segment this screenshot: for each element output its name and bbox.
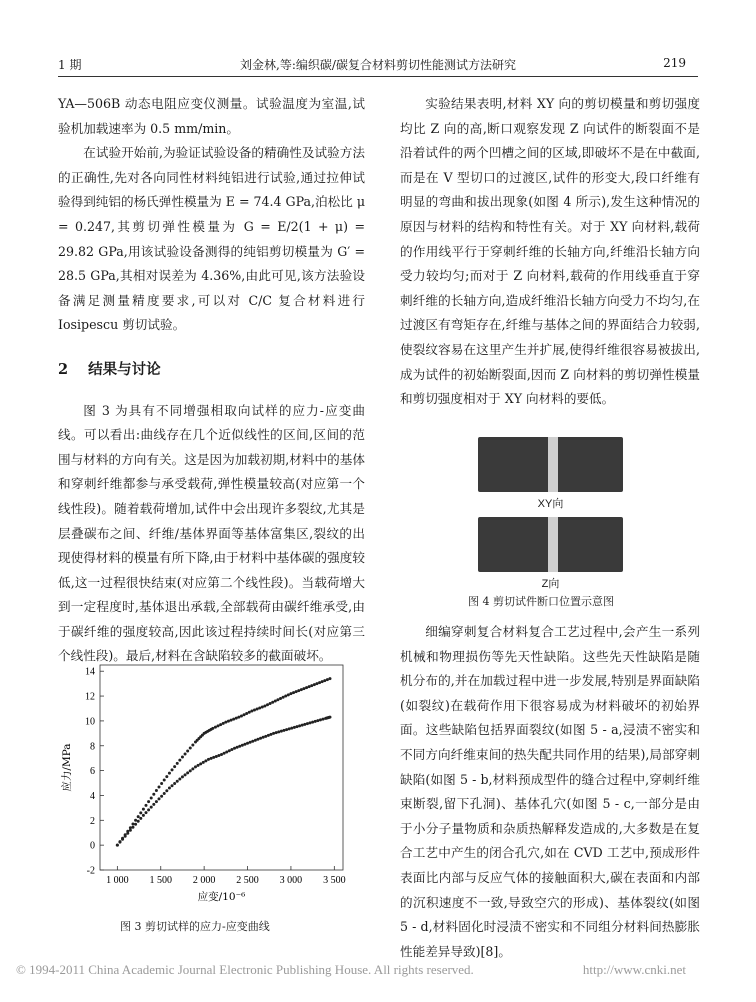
series-1-point xyxy=(250,709,253,712)
photo-label-z: Z向 xyxy=(541,578,560,590)
series-2-point xyxy=(301,724,304,727)
y-tick-label: 4 xyxy=(90,790,95,802)
series-2-point xyxy=(243,743,246,746)
specimen-photo-z xyxy=(478,517,623,572)
series-2-point xyxy=(116,844,119,847)
x-tick-label: 2 500 xyxy=(236,875,259,886)
series-1-point xyxy=(279,697,282,700)
series-2-point xyxy=(137,820,140,823)
figure4-photos xyxy=(478,437,623,597)
paragraph: 细编穿刺复合材料复合工艺过程中,会产生一系列机械和物理损伤等先天性缺陷。这些先天性缺陷是随机分布的,并在加载过程中进一步发展,特别是界面缺陷(如裂纹)在载荷作用下很容易成为材料破坏的初始界面。这些缺陷包括界面裂纹(如图 5 - a,浸渍不密实和不同方向纤维束间的热失配共同作用的结果),局部穿刺缺陷(如图 5 - b,材料预成型件的缝合过程中,穿刺纤维束断裂,留下孔洞)、基体孔穴(如图 5 - c,一部分是由于小分子量物质和杂质热解释发造成的,大多数是在复合工艺中产生的闭合孔穴,如在 CVD 工艺中,预成形件表面比内部与反应气体的接触面积大,碳在表面和内部的沉积速度不一致,导致空穴的形成)、基体裂纹(如图 5 - d,材料固化时浸渍不密实和不同组分材料间热膨胀性能差异导致)[8]。 xyxy=(400,624,700,959)
series-2-point xyxy=(118,841,121,844)
series-1-point xyxy=(305,686,308,689)
series-1-point xyxy=(274,700,277,703)
series-1-point xyxy=(168,772,171,775)
series-2-point xyxy=(303,723,306,726)
series-1-point xyxy=(269,702,272,705)
series-1-point xyxy=(150,796,153,799)
series-2-point xyxy=(228,749,231,752)
paragraph: 实验结果表明,材料 XY 向的剪切模量和剪切强度均比 Z 向的高,断口观察发现 Z 向试件的断裂面不是沿着试件的两个凹槽之间的区域,即破坏不是在中截面,而是在 V 型切口的过渡区,试件的形变大,段口纤维有明显的弯曲和拔出现象(如图 4 所示),发生这种情况的原因与材料的结构和特性有关。对于 XY 向材料,载荷的作用线平行于穿刺纤维的长轴方向,纤维沿长轴方向受力较均匀;而对于 Z 向材料,载荷的作用线垂直于穿刺纤维的长轴方向,造成纤维沿长轴方向受力不均匀,在过渡区有弯矩存在,纤维与基体之间的界面结合力较弱,使裂纹容易在这里产生并扩展,使得纤维很容易被拔出,成为试件的初始断裂面,因而 Z 向材料的剪切弹性模量和剪切强度相对于 XY 向材料的要低。 xyxy=(400,96,700,407)
series-1-point xyxy=(261,705,264,708)
series-1-point xyxy=(308,685,311,688)
series-2-point xyxy=(121,838,124,841)
x-tick-label: 3 500 xyxy=(323,875,346,886)
series-2-point xyxy=(319,718,322,721)
series-1-point xyxy=(139,811,142,814)
y-tick-label: 2 xyxy=(90,815,95,827)
figure3-caption: 图 3 剪切试样的应力-应变曲线 xyxy=(120,920,270,933)
series-2-point xyxy=(165,789,168,792)
series-1-point xyxy=(318,681,321,684)
series-1-point xyxy=(287,693,290,696)
series-1-point xyxy=(315,682,318,685)
series-2-point xyxy=(311,721,314,724)
series-2-point xyxy=(171,784,174,787)
x-tick-label: 1 000 xyxy=(106,875,129,886)
series-1-point xyxy=(214,726,217,729)
series-1-point xyxy=(326,678,329,681)
series-1-point xyxy=(217,724,220,727)
copyright-footer: © 1994-2011 China Academic Journal Electronic Publishing House. All rights reserved. xyxy=(16,962,474,977)
series-2-point xyxy=(197,764,200,767)
series-2-point xyxy=(181,775,184,778)
series-1-point xyxy=(235,717,238,720)
series-1-point xyxy=(321,680,324,683)
series-1-point xyxy=(248,711,251,714)
series-2-point xyxy=(290,727,293,730)
series-1-point xyxy=(253,708,256,711)
series-1-point xyxy=(295,690,298,693)
series-2-point xyxy=(306,722,309,725)
section-title: 结果与讨论 xyxy=(88,360,161,378)
y-tick-label: 8 xyxy=(90,741,95,753)
x-axis-label: 应变/10⁻⁶ xyxy=(197,891,246,903)
series-2-point xyxy=(189,769,192,772)
series-1-point xyxy=(258,706,261,709)
series-2-point xyxy=(285,728,288,731)
series-1-point xyxy=(173,765,176,768)
y-tick-label: 6 xyxy=(90,766,95,778)
series-2-point xyxy=(246,742,249,745)
series-1-point xyxy=(282,696,285,699)
series-2-point xyxy=(223,752,226,755)
series-2-point xyxy=(131,826,134,829)
series-2-point xyxy=(309,721,312,724)
series-1-point xyxy=(284,695,287,698)
paragraph: YA—506B 动态电阻应变仪测量。试验温度为室温,试验机加载速率为 0.5 mm/min。 xyxy=(58,96,365,136)
series-2-point xyxy=(233,747,236,750)
section-heading xyxy=(58,358,365,383)
series-2-point xyxy=(144,811,147,814)
series-1-point xyxy=(292,691,295,694)
series-2-point xyxy=(199,762,202,765)
series-2-point xyxy=(139,817,142,820)
y-tick-label: 14 xyxy=(85,666,95,678)
series-2-point xyxy=(269,733,272,736)
running-title: 刘金林,等:编织碳/碳复合材料剪切性能测试方法研究 xyxy=(240,58,516,72)
header-rule xyxy=(58,76,698,77)
series-1-point xyxy=(160,782,163,785)
series-2-point xyxy=(184,773,187,776)
series-1-point xyxy=(263,705,266,708)
series-1-point xyxy=(232,718,235,721)
series-2-point xyxy=(186,771,189,774)
series-1-point xyxy=(158,786,161,789)
series-1-point xyxy=(323,679,326,682)
series-1-point xyxy=(266,703,269,706)
series-1-point xyxy=(302,687,305,690)
series-1-point xyxy=(227,720,230,723)
x-tick-label: 1 500 xyxy=(149,875,172,886)
series-2-point xyxy=(202,761,205,764)
photo-label-xy: XY向 xyxy=(537,498,564,510)
series-2-point xyxy=(241,744,244,747)
series-2-point xyxy=(272,732,275,735)
y-axis-label: 应力/MPa xyxy=(61,743,73,792)
series-2-point xyxy=(322,718,325,721)
series-1-point xyxy=(134,819,137,822)
y-tick-label: 10 xyxy=(85,716,95,728)
series-1-point xyxy=(137,815,140,818)
paragraph: 图 3 为具有不同增强相取向试样的应力-应变曲线。可以看出:曲线存在几个近似线性的区间,区间的范围与材料的方向有关。这是因为加载初期,材料中的基体和穿刺纤维都参与承受载荷,弹性模量较高(对应第一个线性段)。随着载荷增加,试件中会出现许多裂纹,尤其是层叠碳布之间、纤维/基体界面等基体富集区,裂纹的出现使得材料的模量有所下降,由于材料中基体碳的强度较低,这一过程很快结束(对应第二个线性段)。当载荷增大到一定程度时,基体退出承载,全部载荷由碳纤维承受,由于碳纤维的强度较高,因此该过程持续时间长(对应第三个线性段)。最后,材料在含缺陷较多的截面破坏。 xyxy=(58,402,365,664)
series-1-point xyxy=(171,768,174,771)
series-1-point xyxy=(276,698,279,701)
series-2-point xyxy=(316,719,319,722)
paragraph: 在试验开始前,为验证试验设备的精确性及试验方法的正确性,先对各向同性材料纯铝进行试验,通过拉伸试验得到纯铝的杨氏弹性模量为 E = 74.4 GPa,泊松比 μ = 0.247,其剪切弹性模量为 G = E/2(1 + μ) = 29.82 GPa,用该试验设备测得的纯铝剪切模量为 G′ = 28.5 GPa,其相对误差为 4.36%,由此可见,该方法验设备满足测量精度要求,可以对 C/C 复合材料进行 Iosipescu 剪切试验。 xyxy=(58,145,365,333)
series-1-point xyxy=(230,719,233,722)
series-1-point xyxy=(224,721,227,724)
plot-frame xyxy=(100,665,343,870)
left-column xyxy=(58,92,365,669)
series-2-point xyxy=(142,814,145,817)
series-2-point xyxy=(267,734,270,737)
series-2-point xyxy=(124,835,127,838)
series-2-point xyxy=(220,753,223,756)
figure4-caption: 图 4 剪切试件断口位置示意图 xyxy=(468,595,614,608)
series-2-point xyxy=(168,787,171,790)
series-2-point xyxy=(225,750,228,753)
series-1-point xyxy=(181,755,184,758)
x-tick-label: 2 000 xyxy=(192,875,216,886)
series-2-point xyxy=(160,795,163,798)
series-2-point xyxy=(280,730,283,733)
stress-strain-chart xyxy=(58,655,358,905)
section-number: 2 xyxy=(58,360,69,378)
series-1-point xyxy=(271,701,274,704)
series-2-point xyxy=(238,745,241,748)
right-column-lower xyxy=(400,620,700,964)
series-2-point xyxy=(204,759,207,762)
series-1-point xyxy=(297,689,300,692)
series-1-point xyxy=(300,688,303,691)
series-1-point xyxy=(289,692,292,695)
series-2-point xyxy=(328,716,331,719)
series-2-point xyxy=(298,724,301,727)
footer-url: http://www.cnki.net xyxy=(582,962,686,977)
series-1-point xyxy=(240,714,243,717)
series-2-point xyxy=(155,800,158,803)
series-1-point xyxy=(243,713,246,716)
series-1-point xyxy=(313,683,316,686)
series-2-point xyxy=(293,726,296,729)
series-2-point xyxy=(296,725,299,728)
series-2-point xyxy=(212,756,215,759)
series-1-point xyxy=(142,808,145,811)
series-2-point xyxy=(150,806,153,809)
specimen-photo-xy xyxy=(478,437,623,492)
series-2-point xyxy=(126,832,129,835)
series-2-point xyxy=(129,829,132,832)
series-2-point xyxy=(264,735,267,738)
page-number: 219 xyxy=(663,56,686,70)
series-2-point xyxy=(262,736,265,739)
series-1-point xyxy=(310,684,313,687)
series-1-point xyxy=(176,762,179,765)
series-2-point xyxy=(178,778,181,781)
series-1-point xyxy=(222,722,225,725)
series-2-point xyxy=(288,727,291,730)
series-2-point xyxy=(134,823,137,826)
series-1-point xyxy=(152,793,155,796)
series-2-point xyxy=(176,780,179,783)
series-1-point xyxy=(165,775,168,778)
series-2-point xyxy=(282,729,285,732)
series-2-point xyxy=(207,758,210,761)
series-1-point xyxy=(328,677,331,680)
issue-number: 1 期 xyxy=(58,58,82,72)
series-2-point xyxy=(194,765,197,768)
series-1-point xyxy=(189,746,192,749)
series-1-point xyxy=(237,716,240,719)
y-tick-label: 0 xyxy=(90,840,95,852)
series-1-point xyxy=(155,789,158,792)
series-1-point xyxy=(219,723,222,726)
series-2-point xyxy=(249,741,252,744)
y-tick-label: -2 xyxy=(86,865,95,877)
series-1-point xyxy=(186,749,189,752)
series-2-point xyxy=(215,755,218,758)
series-2-point xyxy=(251,740,254,743)
series-2-point xyxy=(314,720,317,723)
series-1-point xyxy=(191,744,194,747)
series-1-point xyxy=(163,779,166,782)
series-1-point xyxy=(144,804,147,807)
series-1-point xyxy=(131,823,134,826)
series-2-point xyxy=(275,731,278,734)
series-1-point xyxy=(184,752,187,755)
series-2-point xyxy=(256,738,259,741)
series-2-point xyxy=(152,803,155,806)
series-2-point xyxy=(230,748,233,751)
series-2-point xyxy=(173,782,176,785)
series-1-point xyxy=(178,759,181,762)
series-2-point xyxy=(191,767,194,770)
series-1-point xyxy=(256,707,259,710)
series-1-point xyxy=(245,712,248,715)
series-2-point xyxy=(277,730,280,733)
series-1-point xyxy=(147,800,150,803)
series-2-point xyxy=(158,797,161,800)
series-2-point xyxy=(254,739,257,742)
y-tick-label: 12 xyxy=(85,691,95,703)
series-2-point xyxy=(210,757,213,760)
series-2-point xyxy=(236,746,239,749)
right-column xyxy=(400,92,700,412)
x-tick-label: 3 000 xyxy=(279,875,303,886)
series-2-point xyxy=(147,808,150,811)
series-2-point xyxy=(259,737,262,740)
series-2-point xyxy=(217,754,220,757)
series-2-point xyxy=(163,792,166,795)
series-1-point xyxy=(211,727,214,730)
